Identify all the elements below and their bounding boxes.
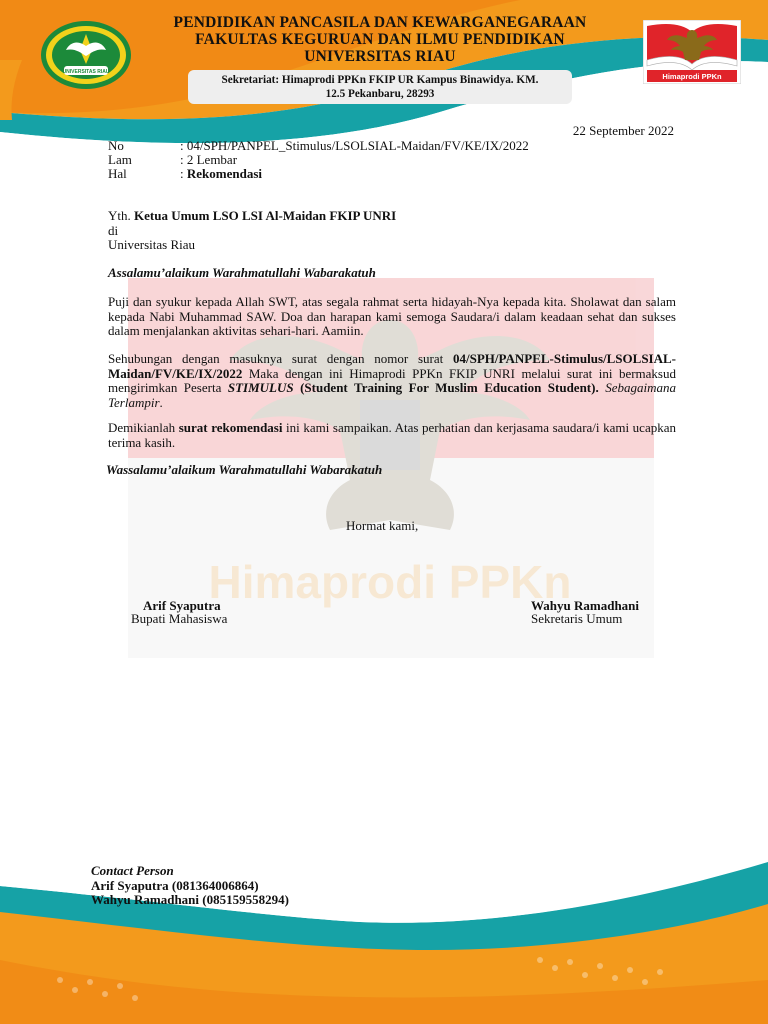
meta-value: : 2 Lembar (180, 152, 238, 167)
letter-date: 22 September 2022 (572, 123, 674, 138)
header-title-line1: PENDIDIKAN PANCASILA DAN KEWARGANEGARAAN (173, 14, 587, 31)
contact-line: Wahyu Ramadhani (085159558294) (91, 892, 289, 907)
para2-attachment-note: Sebagaimana Terlampir (108, 380, 676, 410)
meta-value: : 04/SPH/PANPEL_Stimulus/LSOLSIAL-Maidan/FV/KE/IX/2022 (180, 138, 529, 153)
subject-text: Rekomendasi (186, 166, 262, 181)
secretariat-line1: Sekretariat: Himaprodi PPKn FKIP UR Kampus Binawidya. KM. (221, 74, 539, 86)
signatory-1-name: Arif Syaputra (143, 598, 221, 613)
contact-line: Arif Syaputra (081364006864) (91, 877, 259, 893)
meta-value (180, 167, 262, 181)
paragraph-3 (108, 421, 676, 450)
para3-bold: surat rekomendasi (178, 420, 283, 435)
recipient-place: Universitas Riau (108, 237, 196, 252)
recipient-di: di (108, 222, 119, 238)
greeting: Assalamu’alaikum Warahmatullahi Wabarakatuh (108, 265, 376, 280)
para2-text-a: Sehubungan dengan masuknya surat dengan nomor surat (108, 351, 454, 366)
para2-reference-number: 04/SPH/PANPEL-Stimulus/LSOLSIAL-Maidan/FV/KE/IX/2022 (108, 351, 676, 381)
left-logo-text: UNIVERSITAS RIAU (62, 69, 110, 75)
para2-program-desc: (Student Training For Muslim Education Student). (293, 380, 599, 395)
contact-block (91, 864, 289, 908)
secretariat-line2: 12.5 Pekanbaru, 28293 (325, 88, 435, 100)
para3-text-a: Demikianlah (108, 420, 179, 435)
para2-text-c: Maka dengan ini Himaprodi PPKn FKIP UNRI melalui surat ini bermaksud mengirimkan Peserta (108, 365, 676, 395)
recipient-block (108, 209, 668, 253)
signatory-1-role: Bupati Mahasiswa (131, 611, 228, 626)
contact-title: Contact Person (91, 863, 174, 878)
header-title-line2: FAKULTAS KEGURUAN DAN ILMU PENDIDIKAN (195, 31, 565, 48)
para3-text-c: ini kami sampaikan. Atas perhatian dan kerjasama saudara/i kami ucapkan terima kasih. (108, 420, 676, 450)
meta-label: Lam (108, 152, 132, 167)
closing: Wassalamu’alaikum Warahmatullahi Wabarakatuh (106, 462, 383, 477)
right-logo-text: Himaprodi PPKn (662, 72, 722, 81)
regards: Hormat kami, (346, 518, 419, 533)
meta-value-prefix: : (180, 166, 187, 181)
header-title-line3: UNIVERSITAS RIAU (304, 48, 456, 65)
universitas-riau-logo (40, 20, 132, 90)
watermark-text: Himaprodi PPKn (208, 556, 572, 608)
paragraph-2 (108, 352, 676, 410)
recipient-prefix: Yth. (108, 208, 134, 223)
para2-period: . (159, 394, 163, 410)
meta-label: No (108, 138, 124, 153)
himaprodi-ppkn-logo (643, 20, 741, 84)
meta-label: Hal (108, 166, 127, 181)
secretariat-address (188, 73, 572, 101)
signatory-2-name: Wahyu Ramadhani (531, 598, 640, 613)
recipient-name: Ketua Umum LSO LSI Al-Maidan FKIP UNRI (134, 208, 397, 223)
paragraph-1: Puji dan syukur kepada Allah SWT, atas segala rahmat serta hidayah-Nya kepada kita. Sholawat dan salam kepada Nabi Muhammad SAW. Doa dan harapan kami semoga Saudara/i dalam keadaan sehat dan sukses dalam menjalankan aktivitas sehari-hari. Aamiin. (108, 294, 676, 338)
para2-program-name: STIMULUS (227, 380, 294, 395)
signatory-2-role: Sekretaris Umum (531, 611, 623, 626)
